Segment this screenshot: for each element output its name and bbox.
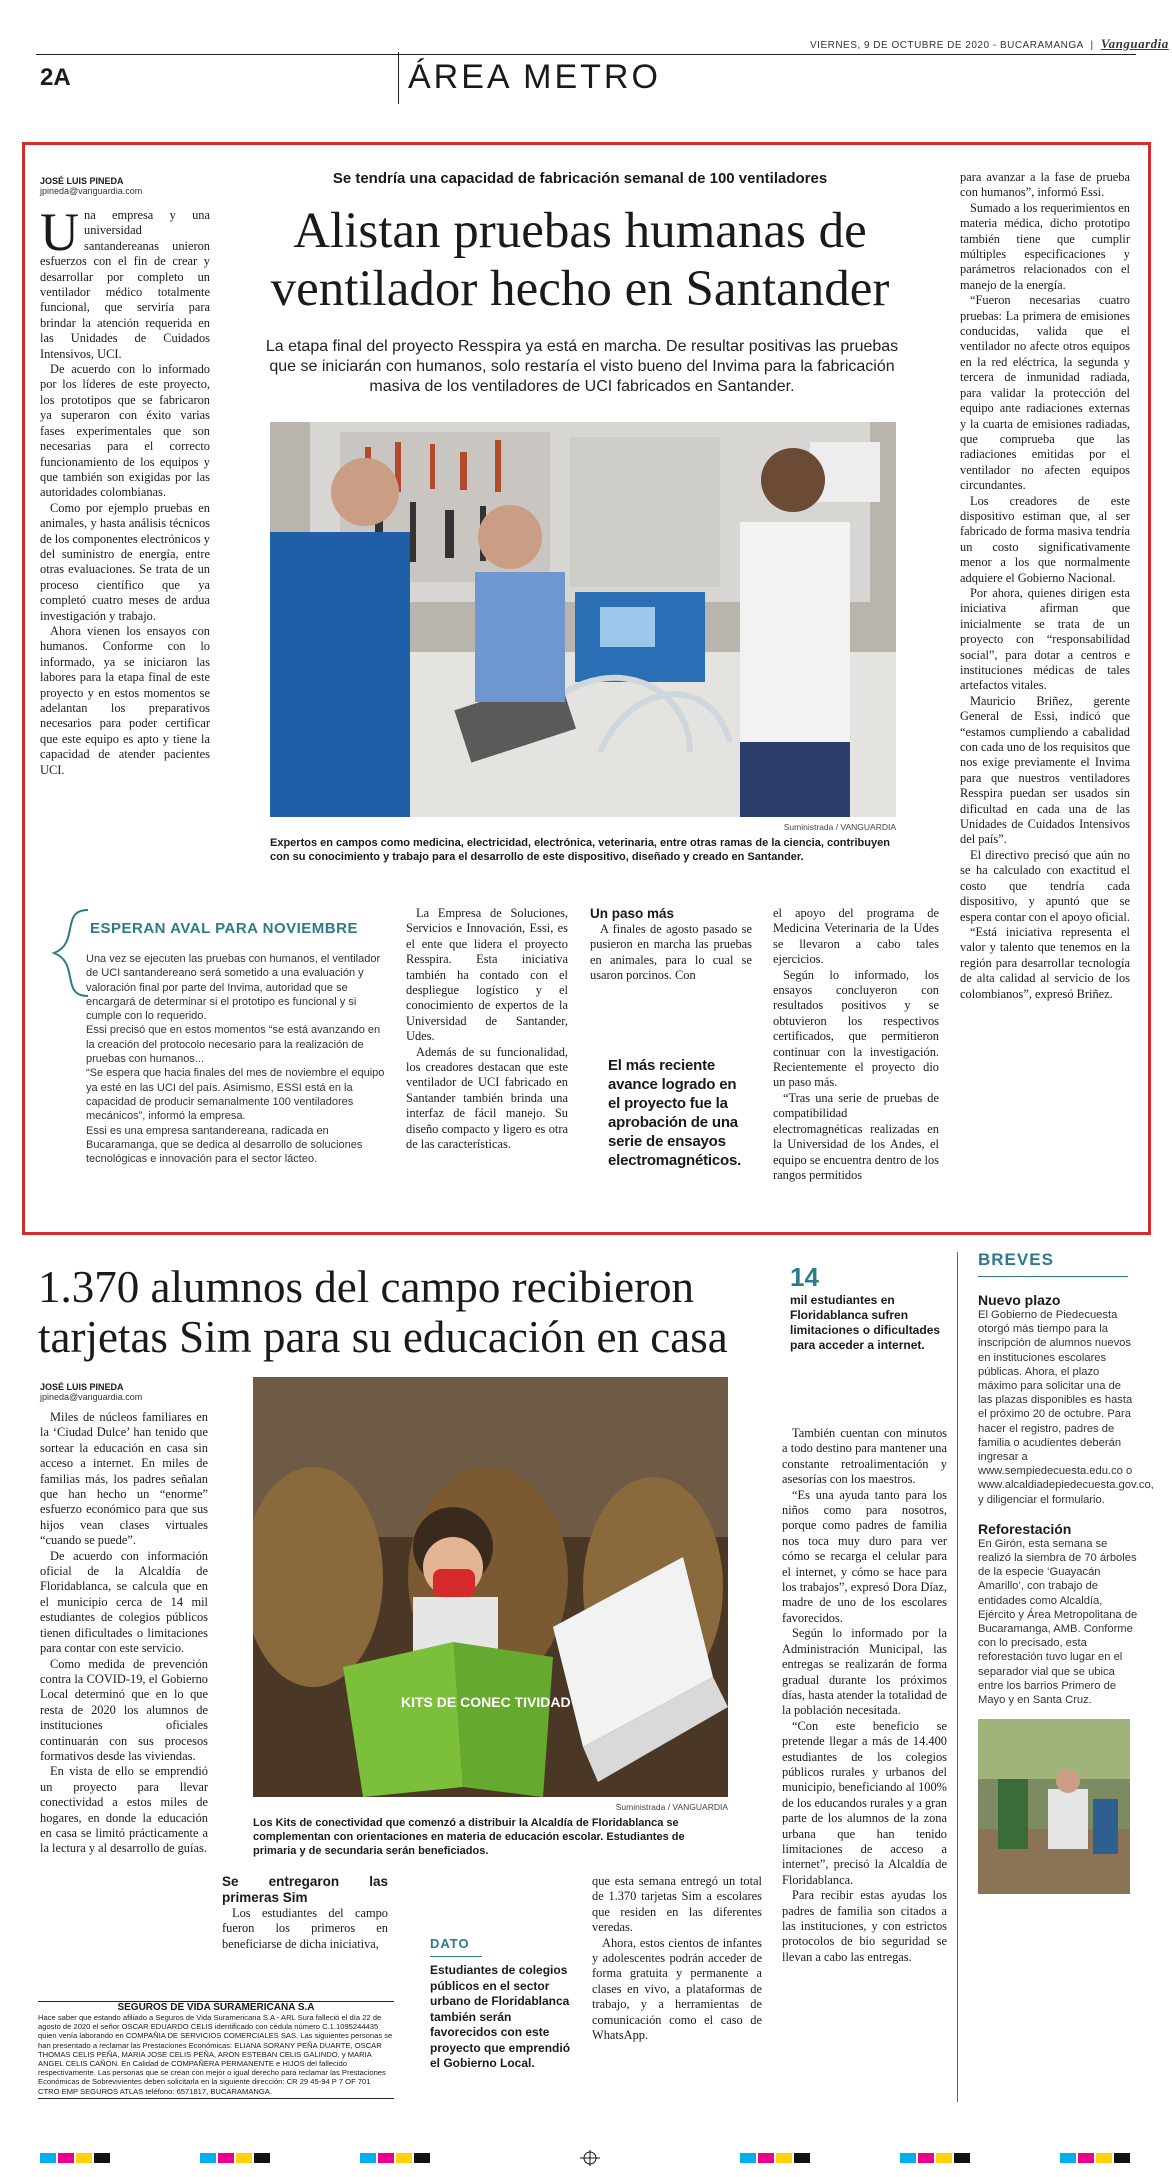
brand-logo: Vanguardia — [1100, 36, 1169, 51]
lab-photo-illustration — [270, 422, 896, 817]
legal-text: Hace saber que estando afiliado a Seguros de Vida Suramericana S.A - ARL Sura falleció el día 22 de agosto de 2020 el señor OSCAR EDUARDO CELIS identificado con cédula número C.1.1095244435 quien venía laborando en COMPAÑIA DE SERVICIOS COMERCIALES SAS. Las siguientes personas se han presentado a reclamar las Prestaciones Económicas: ELIANA SORANY PEÑA DUARTE, OSCAR THOMAS CELIS PEÑA, MARIA JOSE CELIS PEÑA, ARON ESTEBAN CELIS GALINDO, y MARIA ANGEL CELIS CAÑON. En Calidad de COMPAÑERA PERMANENTE e HIJOS del fallecido respectivamente. Las personas que se crean con mejor o igual derecho para reclamar las Prestaciones Económicas de Sobrevivientes deben solicitarla en la siguiente dirección: CR 29 45-94 P 7 OF 701 CTRO EMP SEGUROS ATLAS teléfono: 6571817, BUCARAMANGA. — [38, 2013, 393, 2096]
sidebar-box — [50, 908, 385, 1208]
article1-photo — [270, 422, 896, 817]
paragraph: Mauricio Briñez, gerente General de Essi, indicó que “estamos cumpliendo a cabalidad con cada uno de los requisitos que nos exige previamente el Invima para que nuestros ventiladores Resspira puedan ser usados sin dificultad en cada una de las Unidades de Cuidados Intensivos del país”. — [960, 693, 1130, 847]
headline-line-1: Alistan pruebas humanas de — [293, 203, 867, 259]
pullquote: El más reciente avance logrado en el proyecto fue la aprobación de una serie de ensayos electromagnéticos. — [608, 1057, 742, 1169]
stat-box — [790, 1262, 950, 1353]
breves-column — [978, 1250, 1154, 1894]
stat-text: mil estudiantes en Floridablanca sufren limitaciones o dificultades para acceder a internet. — [790, 1293, 941, 1352]
legal-notice — [38, 2001, 394, 2099]
paragraph: na empresa y una universidad santandereanas unieron esfuerzos con el fin de crear y desarrollar por completo un ventilador médico totalmente funcional, que serviría para brindar la atención requerida en las Unidades de Cuidados Intensivos, UCI. — [40, 208, 210, 361]
paragraph: Para recibir estas ayudas los padres de familia son citados a las instituciones, y con estrictos protocolos de bio seguridad se llevan a cabo las entregas. — [782, 1888, 947, 1964]
section-title: ÁREA METRO — [408, 58, 661, 96]
article1-column-6 — [960, 170, 1130, 1002]
article1-column-1 — [40, 202, 210, 778]
article2-column-3 — [592, 1874, 762, 2043]
tree-planting-photo-illustration — [978, 1719, 1130, 1894]
kit-label: KITS DE CONEC TIVIDAD — [401, 1694, 571, 1710]
breves-photo — [978, 1719, 1130, 1894]
dropcap: U — [40, 202, 79, 262]
article2-column-1 — [40, 1410, 208, 1857]
registration-marks — [40, 2150, 1140, 2166]
paragraph: “Tras una serie de pruebas de compatibilidad electromagnéticas realizadas en la Universidad de los Andes, el equipo se encuentra dentro de los rangos permitidos — [773, 1090, 939, 1182]
article2-column-2 — [222, 1874, 388, 1952]
paragraph: para avanzar a la fase de prueba con humanos”, informó Essi. — [960, 170, 1130, 200]
dato-text: Estudiantes de colegios públicos en el sector urbano de Floridablanca también serán favorecidos con este proyecto que emprendió el Gobierno Local. — [430, 1963, 571, 2070]
page-number: 2A — [40, 64, 71, 91]
paragraph: que esta semana entregó un total de 1.370 tarjetas Sim a escolares que residen en las diferentes veredas. — [592, 1874, 762, 1935]
paragraph: Por ahora, quienes dirigen esta iniciativa afirman que inicialmente se trata de un proyecto con “responsabilidad social”, para dotar a centros e instituciones médicas de tales artefactos vitales. — [960, 585, 1130, 693]
byline-name: JOSÉ LUIS PINEDA — [40, 176, 124, 186]
paragraph: “Es una ayuda tanto para los niños como para nosotros, porque como padres de familia nos toca muy duro para ver cómo se recarga el celular para el internet, y cómo se hace para los trabajos”, expresó Dora Díaz, madre de uno de los escolares favorecidos. — [782, 1487, 947, 1625]
sidebar-text — [86, 952, 386, 1166]
article1-caption: Expertos en campos como medicina, electricidad, electrónica, veterinaria, entre otras ramas de la ciencia, contribuyen con su conocimiento y trabajo para el desarrollo de este dispositivo, diseñado y creado en Santander. — [270, 837, 890, 863]
subhead: Se entregaron las primeras Sim — [222, 1874, 388, 1905]
paragraph: el apoyo del programa de Medicina Veterinaria de la Udes se llevaron a cabo tales ejercicios. — [773, 906, 939, 967]
dato-label: DATO — [430, 1936, 470, 1951]
paragraph: Según lo informado por la Administración Municipal, las entregas se realizarán de forma gradual durante los próximos días, hasta atender la totalidad de la población necesitada. — [782, 1626, 947, 1718]
legal-title: SEGUROS DE VIDA SURAMERICANA S.A — [117, 2002, 315, 2013]
byline-email: jpineda@vanguardia.com — [40, 186, 143, 196]
print-color-bar — [40, 2150, 1140, 2166]
paragraph: De acuerdo con lo informado por los líderes de este proyecto, los prototipos que se fabricaron ya superaron con éxito varias fases experimentales que son necesarias para el correcto funcionamiento de los equipos y que también son exigidas por las autoridades colombianas. — [40, 362, 210, 500]
student-photo-illustration — [253, 1377, 728, 1797]
paragraph: “Está iniciativa representa el valor y talento que tenemos en la región para desarrollar tecnología de alta calidad al servicio de los colombianos”, expresó Briñez. — [960, 924, 1130, 1001]
article2-headline — [38, 1262, 798, 1362]
paragraph: La Empresa de Soluciones, Servicios e Innovación, Essi, es el ente que lidera el proyecto Resspira. Esta iniciativa también ha contado con el despliegue logístico y el conocimiento de expertos de la Universidad de Santander, Udes. — [406, 906, 568, 1044]
paragraph: El directivo precisó que aún no se ha calculado con exactitud el costo que tendría cada dispositivo, y apuntó que se espera contar con el apoyo oficial. — [960, 847, 1130, 924]
paragraph: “Se espera que hacia finales del mes de noviembre el equipo ya esté en las UCI del país. Asimismo, ESSI está en la capacidad de producir semanalmente 100 ventiladores mecánicos”, informó la empresa. — [86, 1067, 385, 1123]
byline-email: jpineda@vanguardia.com — [40, 1392, 143, 1402]
bracket-decoration — [50, 908, 90, 1018]
paragraph: Ahora vienen los ensayos con humanos. Conforme con lo informado, ya se iniciaron las labores para la etapa final de este proyecto y en estos momentos se adelantan los preparativos necesarios para poder certificar que este equipo es apto y tiene la capacidad de atender pacientes UCI. — [40, 623, 210, 777]
paragraph: Los creadores de este dispositivo estiman que, al ser fabricado de forma masiva tendría un costo significativamente menor a los que normalmente adquiere el Gobierno Nacional. — [960, 493, 1130, 585]
article1-byline — [40, 176, 210, 196]
paragraph: De acuerdo con información oficial de la Alcaldía de Floridablanca, se calcula que en el municipio cerca de 14 mil estudiantes de colegios públicos tienen dificultades o limitaciones para contar con este servicio. — [40, 1548, 208, 1656]
sidebar-title: ESPERAN AVAL PARA NOVIEMBRE — [90, 920, 358, 937]
stat-number: 14 — [790, 1262, 819, 1292]
paragraph: También cuentan con minutos a todo destino para mantener una constante retroalimentación y asesorías con los maestros. — [782, 1426, 947, 1487]
article1-kicker: Se tendría una capacidad de fabricación semanal de 100 ventiladores — [332, 170, 828, 187]
dateline-text: VIERNES, 9 DE OCTUBRE DE 2020 - BUCARAMANGA — [810, 40, 1084, 51]
subhead: Un paso más — [590, 906, 675, 921]
paragraph: Los estudiantes del campo fueron los primeros en beneficiarse de dicha iniciativa, — [222, 1906, 388, 1951]
article1-column-3 — [406, 906, 568, 1153]
dato-box — [430, 1936, 580, 2072]
article2-photo — [253, 1377, 728, 1797]
breves-item-text: En Girón, esta semana se realizó la siembra de 70 árboles de la especie ‘Guayacán Amarillo’, con trabajo de entidades como Alcaldía, Ejército y Área Metropolitana de Bucaramanga, AMB. Conforme con lo precisado, esta reforestación tuvo lugar en el separador vial que se ubica entre los barrios Primero de Mayo y en Santa Cruz. — [978, 1537, 1138, 1707]
breves-item-title: Nuevo plazo — [978, 1292, 1061, 1308]
paragraph: A finales de agosto pasado se pusieron en marcha las pruebas en animales, para lo cual se usaron porcinos. Con — [590, 922, 752, 983]
breves-title: BREVES — [978, 1250, 1054, 1269]
byline-name: JOSÉ LUIS PINEDA — [40, 1382, 124, 1392]
paragraph: Sumado a los requerimientos en materia médica, dicho prototipo también tiene que cumplir múltiples especificaciones y parámetros relacionados con el manejo de la energía. — [960, 200, 1130, 292]
article2-photo-credit: Suministrada / VANGUARDIA — [615, 1802, 728, 1812]
article1-photo-credit: Suministrada / VANGUARDIA — [783, 822, 896, 832]
dateline: VIERNES, 9 DE OCTUBRE DE 2020 - BUCARAMANGA | Vanguardia — [810, 36, 1169, 51]
article1-headline — [225, 202, 935, 318]
article2-column-4 — [782, 1426, 947, 1965]
article2-byline — [40, 1382, 210, 1402]
breves-item-text: El Gobierno de Piedecuesta otorgó más tiempo para la inscripción de alumnos nuevos en instituciones escolares públicas. Ahora, el plazo máximo para solicitar una de las plazas disponibles es hasta el próximo 20 de octubre. Para hacer el registro, padres de familia o acudientes deberán ingresar a www.sempiedecuesta.edu.co o www.alcaldiadepiedecuesta.gov.co, y diligenciar el formulario. — [978, 1309, 1154, 1506]
paragraph: Como por ejemplo pruebas en animales, y hasta análisis técnicos de los componentes electrónicos y del suministro de energía, entre otras evaluaciones. Se trata de un proceso científico que ya completó cuatro meses de ardua investigación y trabajo. — [40, 500, 210, 623]
headline-line-1: 1.370 alumnos del campo recibieron — [38, 1262, 695, 1312]
paragraph: Essi precisó que en estos momentos “se está avanzando en la creación del protocolo necesario para la realización de pruebas con humanos... — [86, 1024, 381, 1066]
paragraph: “Fueron necesarias cuatro pruebas: La primera de emisiones conducidas, valida que el ventilador no afecte otros equipos en la red eléctrica, la segunda y tercera de inmunidad radiada, para validar la protección del equipo ante radiaciones externas y la cuarta de emisiones radiadas, que comprueba que las radiaciones emitidas por el ventilador no afecten equipos circundantes. — [960, 293, 1130, 493]
paragraph: Ahora, estos cientos de infantes y adolescentes podrán acceder de forma gratuita y permanente a clases en vivo, a plataformas de trabajo, y a herramientas de comunicación como el caso de WhatsApp. — [592, 1935, 762, 2043]
headline-line-2: tarjetas Sim para su educación en casa — [38, 1312, 728, 1362]
paragraph: Miles de núcleos familiares en la ‘Ciudad Dulce’ han tenido que sortear la educación en casa sin acceso a internet. En miles de familias más, los padres señalan que han hecho un “enorme” esfuerzo económico para que sus hijos vean clases virtuales “cuando se puede”. — [40, 1410, 208, 1548]
paragraph: Según lo informado, los ensayos concluyeron con resultados positivos y se obtuvieron los respectivos certificados, que permitieron continuar con la investigación. Recientemente el proyecto dio un paso más. — [773, 967, 939, 1090]
paragraph: Essi es una empresa santandereana, radicada en Bucaramanga, que se dedica al desarrollo de soluciones tecnológicas e innovación para el sector lácteo. — [86, 1124, 363, 1166]
article1-column-4 — [590, 906, 752, 984]
paragraph: Como medida de prevención contra la COVID-19, el Gobierno Local determinó que en lo que resta de 2020 los alumnos de instituciones oficiales continuarán con sus procesos formativos desde las viviendas. — [40, 1656, 208, 1763]
paragraph: Una vez se ejecuten las pruebas con humanos, el ventilador de UCI santandereano será sometido a una evaluación y valoración final por parte del Invima, autoridad que se encargará de determinar si el prototipo es funcional y si cumple con lo requerido. — [86, 953, 381, 1023]
paragraph: Además de su funcionalidad, los creadores destacan que este ventilador de UCI fabricado en Santander también brinda una interfaz de fácil manejo. Su diseño compacto y ligero es otra de las características. — [406, 1044, 568, 1152]
headline-line-2: ventilador hecho en Santander — [270, 261, 890, 317]
article1-column-5 — [773, 906, 939, 1183]
article1-lede: La etapa final del proyecto Resspira ya está en marcha. De resultar positivas las pruebas que se iniciarán con humanos, solo restaría el visto bueno del Invima para la fabricación masiva de los ventiladores de UCI fabricados en Santander. — [265, 338, 899, 395]
article2-caption: Los Kits de conectividad que comenzó a distribuir la Alcaldía de Floridablanca se complementan con orientaciones en materia de educación escolar. Estudiantes de primaria y de secundaria serán beneficiados. — [253, 1817, 685, 1857]
paragraph: “Con este beneficio se pretende llegar a más de 14.400 estudiantes de los colegios públicos rurales y urbanos del municipio, beneficiando al 100% de los educandos rurales y a gran parte de los alumnos de la zona urbana que han tenido limitaciones de acceso a internet”, precisó la Alcaldía de Floridablanca. — [782, 1718, 947, 1887]
paragraph: En vista de ello se emprendió un proyecto para llevar conectividad a estos miles de hogares, en donde la educación en casa se limitó prácticamente a la lectura y al desarrollo de guías. — [40, 1764, 208, 1856]
breves-item-title: Reforestación — [978, 1520, 1072, 1537]
